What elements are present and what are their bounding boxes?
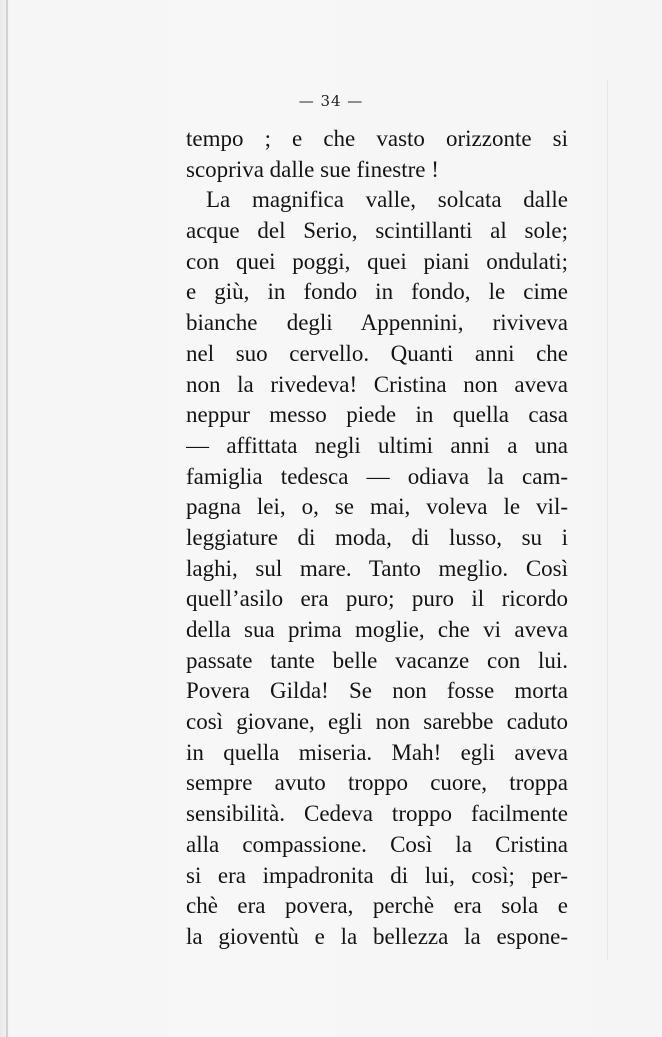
text-line: chè era povera, perchè era sola e bbox=[186, 893, 568, 919]
text-line: tempo ; e che vasto orizzonte si bbox=[186, 126, 568, 151]
page-binding-edge bbox=[6, 0, 8, 1037]
text-line: La magnifica valle, solcata dalle bbox=[206, 187, 568, 213]
text-line: — affittata negli ultimi anni a una bbox=[186, 432, 568, 458]
text-line: sempre avuto troppo cuore, troppa bbox=[186, 770, 568, 796]
text-line: pagna lei, o, se mai, voleva le vil- bbox=[186, 494, 568, 520]
page-number: — 34 — bbox=[298, 92, 364, 110]
text-line: così giovane, egli non sarebbe caduto bbox=[186, 709, 568, 735]
text-line: famiglia tedesca — odiava la cam- bbox=[186, 463, 568, 489]
text-line: la gioventù e la bellezza la espone- bbox=[186, 923, 568, 949]
text-line: laghi, sul mare. Tanto meglio. Così bbox=[186, 555, 568, 581]
text-line: con quei poggi, quei piani ondulati; bbox=[186, 248, 568, 274]
text-line: passate tante belle vacanze con lui. bbox=[186, 647, 568, 673]
text-line: alla compassione. Così la Cristina bbox=[186, 831, 568, 857]
text-line: leggiature di moda, di lusso, su i bbox=[186, 524, 568, 550]
text-line: non la rivedeva! Cristina non aveva bbox=[186, 371, 568, 397]
text-line: in quella miseria. Mah! egli aveva bbox=[186, 739, 568, 765]
text-line: neppur messo piede in quella casa bbox=[186, 402, 568, 428]
text-line: nel suo cervello. Quanti anni che bbox=[186, 340, 568, 366]
text-line: si era impadronita di lui, così; per- bbox=[186, 862, 568, 888]
text-line: della sua prima moglie, che vi aveva bbox=[186, 617, 568, 642]
text-line: Povera Gilda! Se non fosse morta bbox=[186, 678, 568, 704]
text-line: sensibilità. Cedeva troppo facilmente bbox=[186, 801, 568, 827]
text-line: acque del Serio, scintillanti al sole; bbox=[186, 218, 568, 244]
text-line: bianche degli Appennini, riviveva bbox=[186, 310, 568, 336]
text-line: quell’asilo era puro; puro il ricordo bbox=[186, 586, 568, 612]
text-line: scopriva dalle sue finestre ! bbox=[186, 156, 439, 182]
page-scan-mark bbox=[607, 80, 608, 960]
text-line: e giù, in fondo in fondo, le cime bbox=[186, 279, 568, 305]
page-text bbox=[186, 124, 568, 953]
